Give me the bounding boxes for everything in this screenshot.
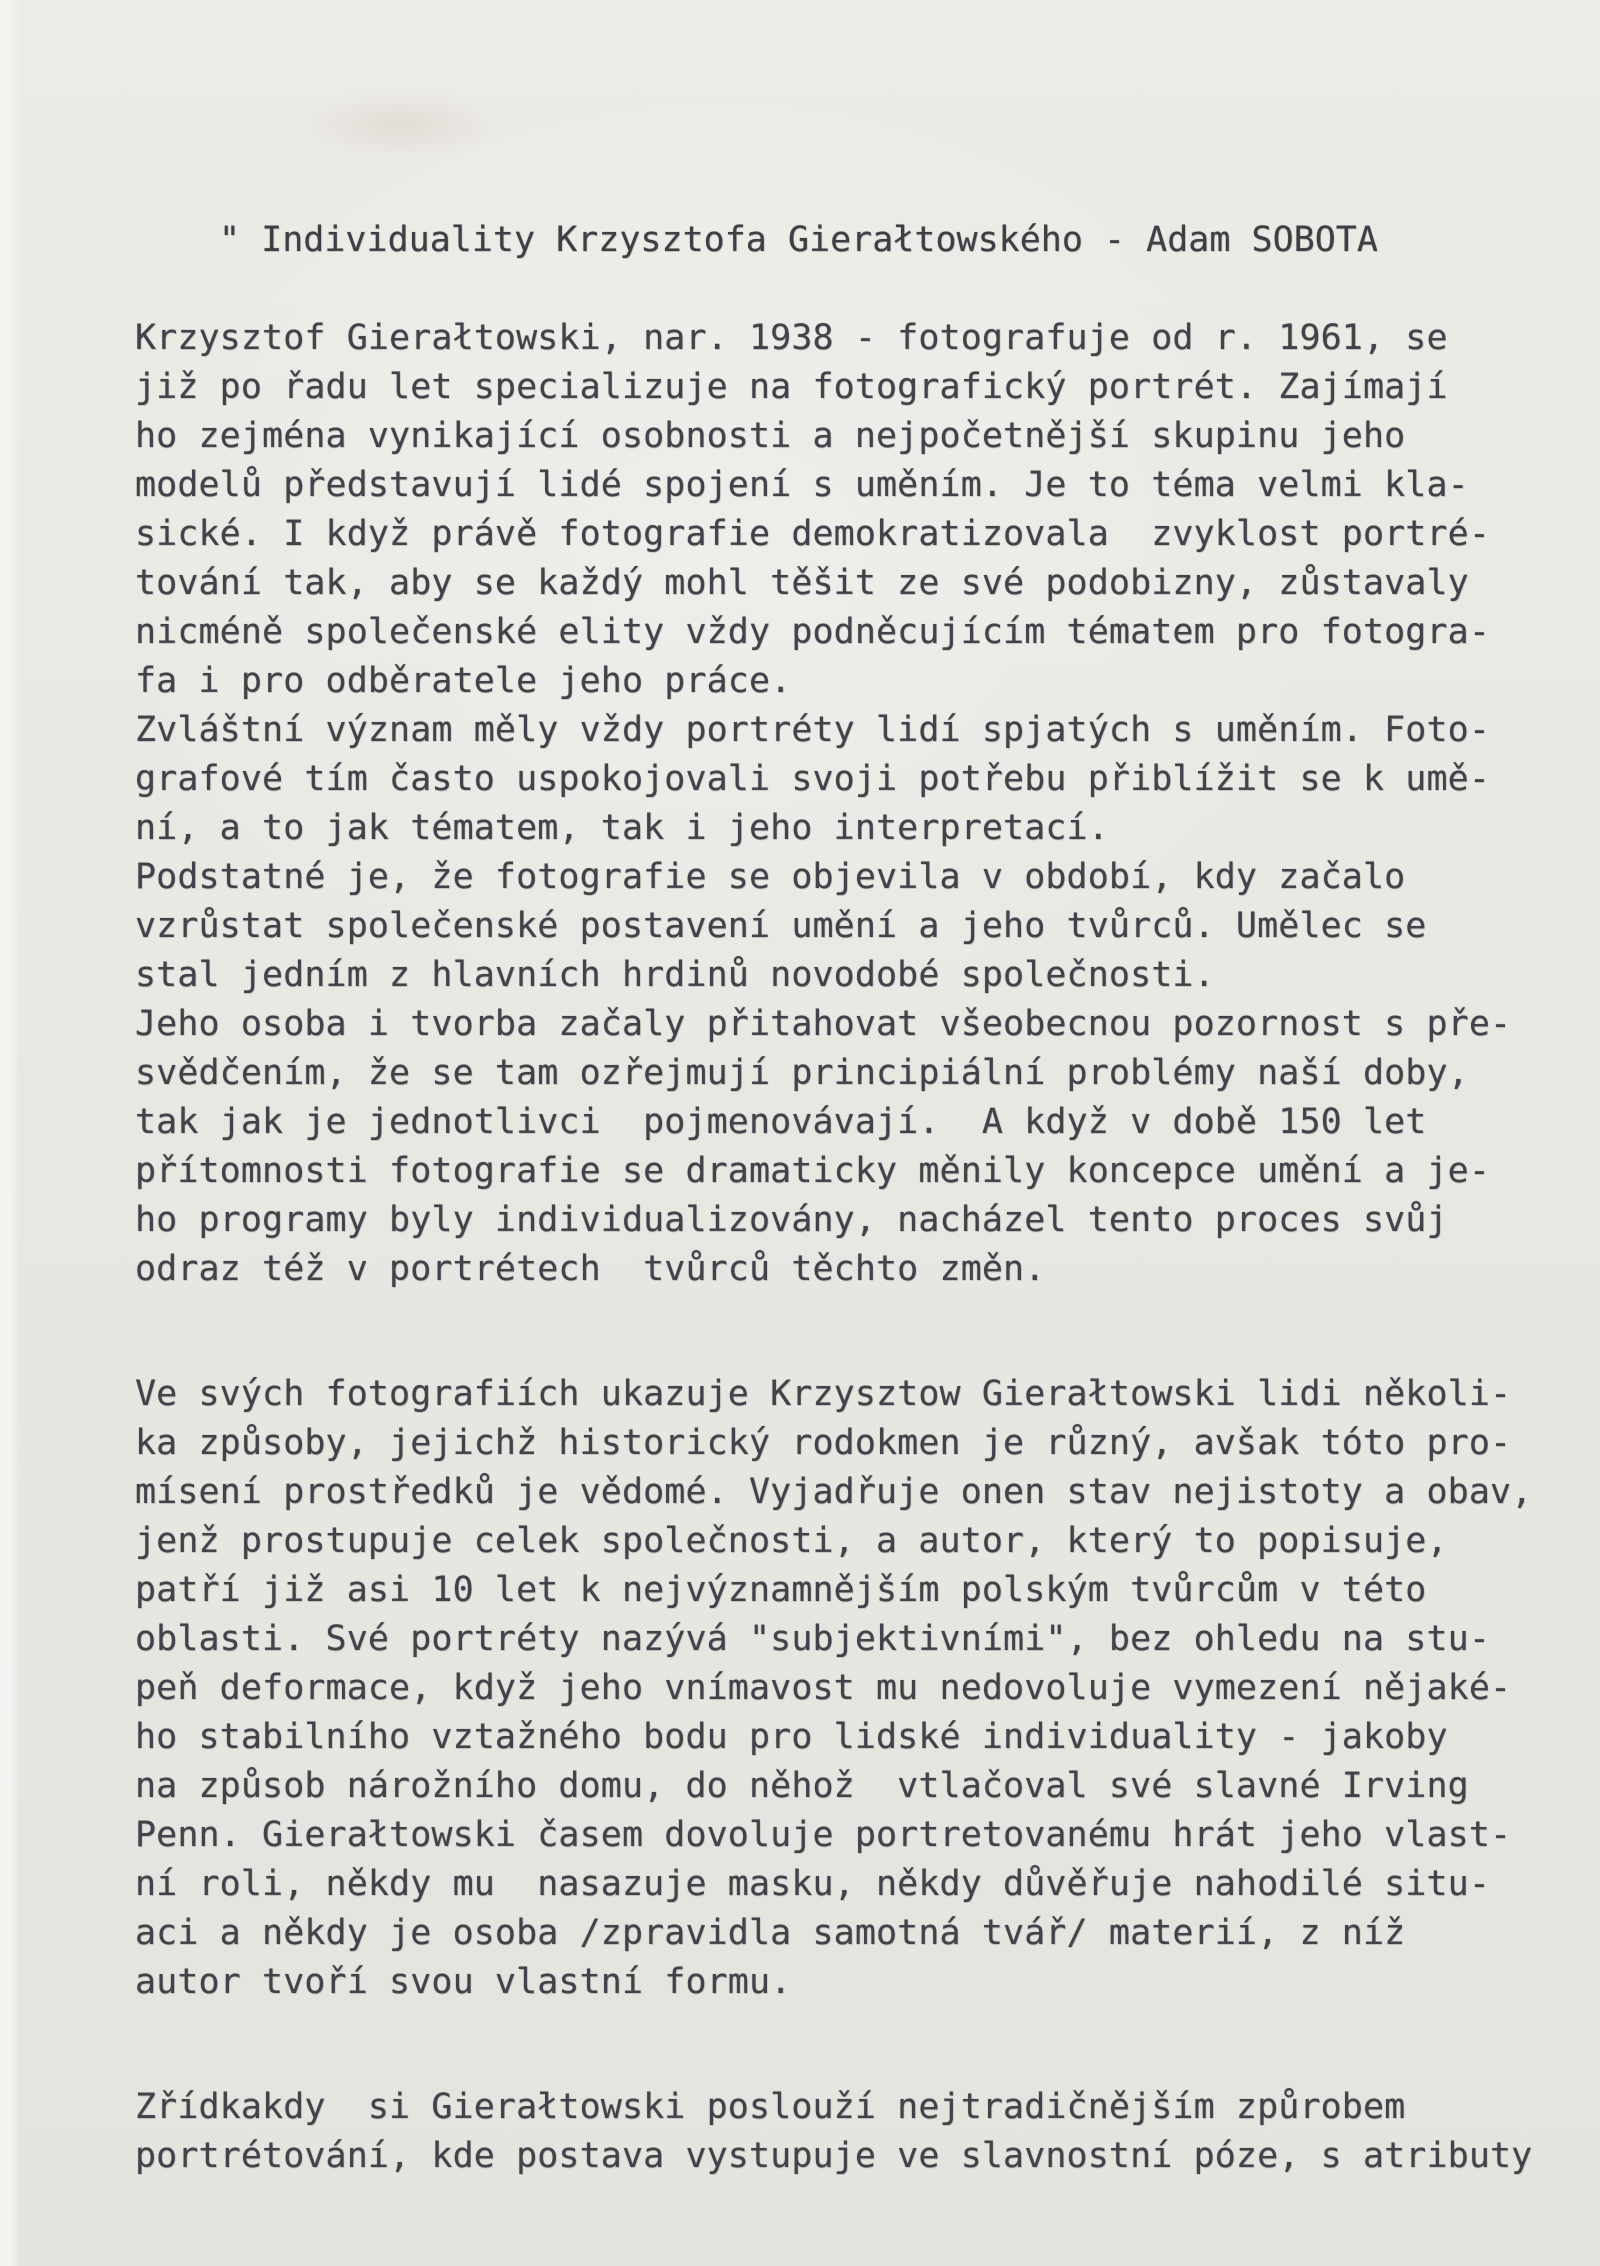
text-line: Jeho osoba i tvorba začaly přitahovat všeobecnou pozornost s pře- (135, 1004, 1512, 1044)
text-line: fa i pro odběratele jeho práce. (135, 661, 792, 701)
document-title: " Individuality Krzysztofa Gierałtowského - Adam SOBOTA (219, 220, 1378, 260)
text-line: již po řadu let specializuje na fotografický portrét. Zajímají (135, 367, 1448, 407)
text-line: přítomnosti fotografie se dramaticky měnily koncepce umění a je- (135, 1151, 1490, 1191)
text-line: portrétování, kde postava vystupuje ve slavnostní póze, s atributy (135, 2136, 1533, 2176)
text-line: jenž prostupuje celek společnosti, a autor, který to popisuje, (135, 1521, 1448, 1561)
text-line: na způsob nárožního domu, do něhož vtlačoval své slavné Irving (135, 1766, 1469, 1806)
text-line: svědčením, že se tam ozřejmují principiální problémy naší doby, (135, 1053, 1469, 1093)
text-line: modelů představují lidé spojení s uměním. Je to téma velmi kla- (135, 465, 1469, 505)
text-line: odraz též v portrétech tvůrců těchto změn. (135, 1249, 1046, 1289)
text-line: Krzysztof Gierałtowski, nar. 1938 - fotografuje od r. 1961, se (135, 318, 1448, 358)
text-line: ho zejména vynikající osobnosti a nejpočetnější skupinu jeho (135, 416, 1406, 456)
text-line: ka způsoby, jejichž historický rodokmen je různý, avšak tóto pro- (135, 1423, 1512, 1463)
text-line: tak jak je jednotlivci pojmenovávají. A když v době 150 let (135, 1102, 1427, 1142)
text-line: tování tak, aby se každý mohl těšit ze své podobizny, zůstavaly (135, 563, 1469, 603)
text-line: mísení prostředků je vědomé. Vyjadřuje onen stav nejistoty a obav, (135, 1472, 1533, 1512)
text-line: ho stabilního vztažného bodu pro lidské individuality - jakoby (135, 1717, 1448, 1757)
text-line: Zvláštní význam měly vždy portréty lidí spjatých s uměním. Foto- (135, 710, 1490, 750)
text-line: oblasti. Své portréty nazývá "subjektivními", bez ohledu na stu- (135, 1619, 1490, 1659)
text-line: sické. I když právě fotografie demokratizovala zvyklost portré- (135, 514, 1490, 554)
text-line: peň deformace, když jeho vnímavost mu nedovoluje vymezení nějaké- (135, 1668, 1512, 1708)
text-line: ní, a to jak tématem, tak i jeho interpretací. (135, 808, 1109, 848)
text-line: grafové tím často uspokojovali svoji potřebu přiblížit se k umě- (135, 759, 1490, 799)
text-line: nicméně společenské elity vždy podněcujícím tématem pro fotogra- (135, 612, 1490, 652)
text-line: ní roli, někdy mu nasazuje masku, někdy důvěřuje nahodilé situ- (135, 1864, 1490, 1904)
text-line: Penn. Gierałtowski časem dovoluje portretovanému hrát jeho vlast- (135, 1815, 1512, 1855)
paragraph (135, 2083, 1532, 2181)
text-line: vzrůstat společenské postavení umění a jeho tvůrců. Umělec se (135, 906, 1427, 946)
text-line: ho programy byly individualizovány, nacházel tento proces svůj (135, 1200, 1448, 1240)
text-line: Ve svých fotografiích ukazuje Krzysztow Gierałtowski lidi několi- (135, 1374, 1512, 1414)
document-body (135, 314, 1532, 2181)
text-line: patří již asi 10 let k nejvýznamnějším polským tvůrcům v této (135, 1570, 1427, 1610)
text-line: autor tvoří svou vlastní formu. (135, 1962, 792, 2002)
text-line: Podstatné je, že fotografie se objevila v období, kdy začalo (135, 857, 1406, 897)
paragraph (135, 314, 1532, 1294)
text-line: aci a někdy je osoba /zpravidla samotná tvář/ materií, z níž (135, 1913, 1406, 1953)
paragraph (135, 1370, 1532, 2007)
text-line: Zřídkakdy si Gierałtowski poslouží nejtradičnějším způrobem (135, 2087, 1406, 2127)
text-line: stal jedním z hlavních hrdinů novodobé společnosti. (135, 955, 1215, 995)
